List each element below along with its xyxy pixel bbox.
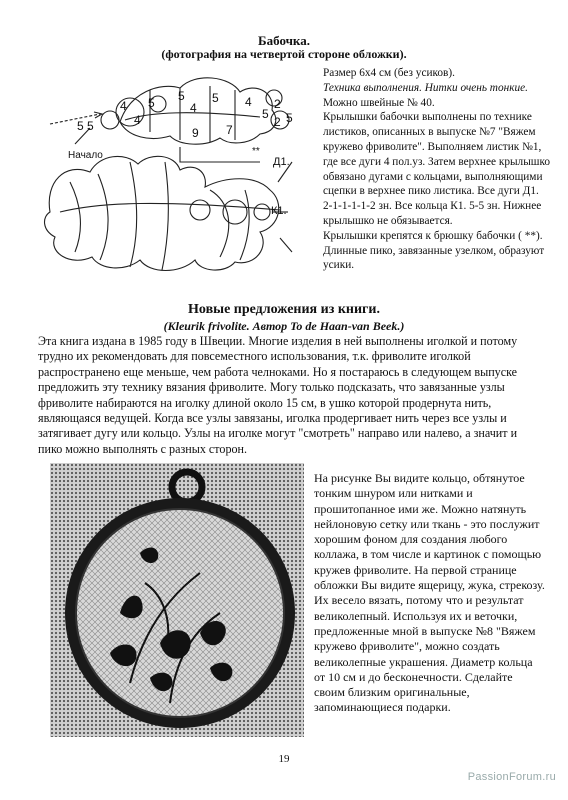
pattern-specs bbox=[323, 66, 551, 273]
section-paragraph bbox=[38, 334, 543, 457]
spec-thread: Можно швейные № 40. bbox=[323, 96, 435, 109]
diagram-number: 5 bbox=[87, 119, 94, 133]
lace-ring-photo bbox=[50, 463, 304, 737]
diagram-number: 4 bbox=[190, 101, 197, 115]
diagram-number: 4 bbox=[245, 95, 252, 109]
diagram-star-label: ** bbox=[252, 146, 260, 157]
diagram-number: 5 bbox=[286, 111, 293, 125]
watermark: PassionForum.ru bbox=[467, 771, 556, 783]
diagram-number: 4 bbox=[134, 113, 141, 127]
diagram-number: 5 bbox=[262, 107, 269, 121]
diagram-number: 7 bbox=[226, 123, 233, 137]
spec-attach: Крылышки крепятся к брюшку бабочки ( **). bbox=[323, 229, 543, 242]
butterfly-pattern-diagram bbox=[30, 62, 305, 302]
diagram-svg bbox=[30, 62, 305, 302]
diagram-number: 4 bbox=[120, 99, 127, 113]
diagram-number: 5 bbox=[178, 89, 185, 103]
spec-technique: Техника выполнения. Нитки очень тонкие. bbox=[323, 81, 528, 94]
diagram-start-label: Начало bbox=[68, 150, 103, 161]
diagram-number: 9 bbox=[192, 126, 199, 140]
section-heading: Новые предложения из книги. bbox=[188, 302, 380, 317]
photo-svg bbox=[50, 463, 304, 737]
photo-caption bbox=[314, 471, 546, 716]
diagram-number: 5 bbox=[148, 96, 155, 110]
body-paragraph: Эта книга издана в 1985 году в Швеции. Многие изделия в ней выполнены иголкой и потому трудно их рекомендовать для повсеместного использования, т.к. фриволите иголкой распространено еще меньше, чем работа челноками. Но я постараюсь в следующем выпуске предложить эту технику вязания фриволите. Могу только подсказать, что завязанные узлы фриволите набираются на иголку длиной около 15 см, в ушко которой продернута нить, являющаяся ведущей. Когда все узлы завязаны, иголка продергивает нить через все узлы и затягивает дугу или кольцо. Узлы на иголке могут "смотреть" направо или налево, а значит и пико можно выполнять с разных сторон. bbox=[38, 334, 518, 456]
section-source: (Kleurik frivolite. Автор To de Haan-van Beek.) bbox=[163, 319, 405, 333]
spec-antennae: Длинные пико, завязанные узелком, образуют усики. bbox=[323, 244, 545, 272]
spec-size: Размер 6х4 см (без усиков). bbox=[323, 67, 455, 79]
diagram-number: 2 bbox=[274, 115, 281, 129]
page-title: Бабочка. bbox=[258, 33, 310, 48]
diagram-k1-label: К1. bbox=[271, 205, 287, 217]
page-subtitle: (фотография на четвертой стороне обложки). bbox=[161, 47, 407, 61]
caption-text: На рисунке Вы видите кольцо, обтянутое тонким шнуром или нитками и прошитопанное ими же. Можно натянуть нейлоновую сетку или ткань - это послужит хорошим фоном для создания любого коллажа, в том числе и картинок с помощью кружев фриволите. На первой странице обложки Вы видите ящерицу, жука, стрекозу. Их весело вязать, потому что и результат великолепный. Используя их и веточки, предложенные мной в выпуске №8 "Вяжем кружево фриволите", можно создать великолепные украшения. Диаметр кольца от 10 см и до бесконечности. Сделайте своим близким оригинальные, запоминающиеся подарки. bbox=[314, 471, 545, 715]
spec-wings: Крылышки бабочки выполнены по технике листиков, описанных в выпуске №7 "Вяжем кружево фриволите". Выполняем листик №1, где все дуги 4 пол.уз. Затем верхнее крылышко обвязано дугами с кольцами, выполняющими сцепки в верхнее пико листика. Все дуги Д1. 2-1-1-1-1-2 зн. Все кольца К1. 5-5 зн. Нижнее крылышко не обязывается. bbox=[323, 111, 551, 227]
diagram-d1-label: Д1. bbox=[273, 156, 290, 168]
diagram-number: 2 bbox=[274, 97, 281, 111]
diagram-number: 5 bbox=[212, 91, 219, 105]
diagram-number: 5 bbox=[77, 119, 84, 133]
page-number: 19 bbox=[278, 753, 290, 765]
